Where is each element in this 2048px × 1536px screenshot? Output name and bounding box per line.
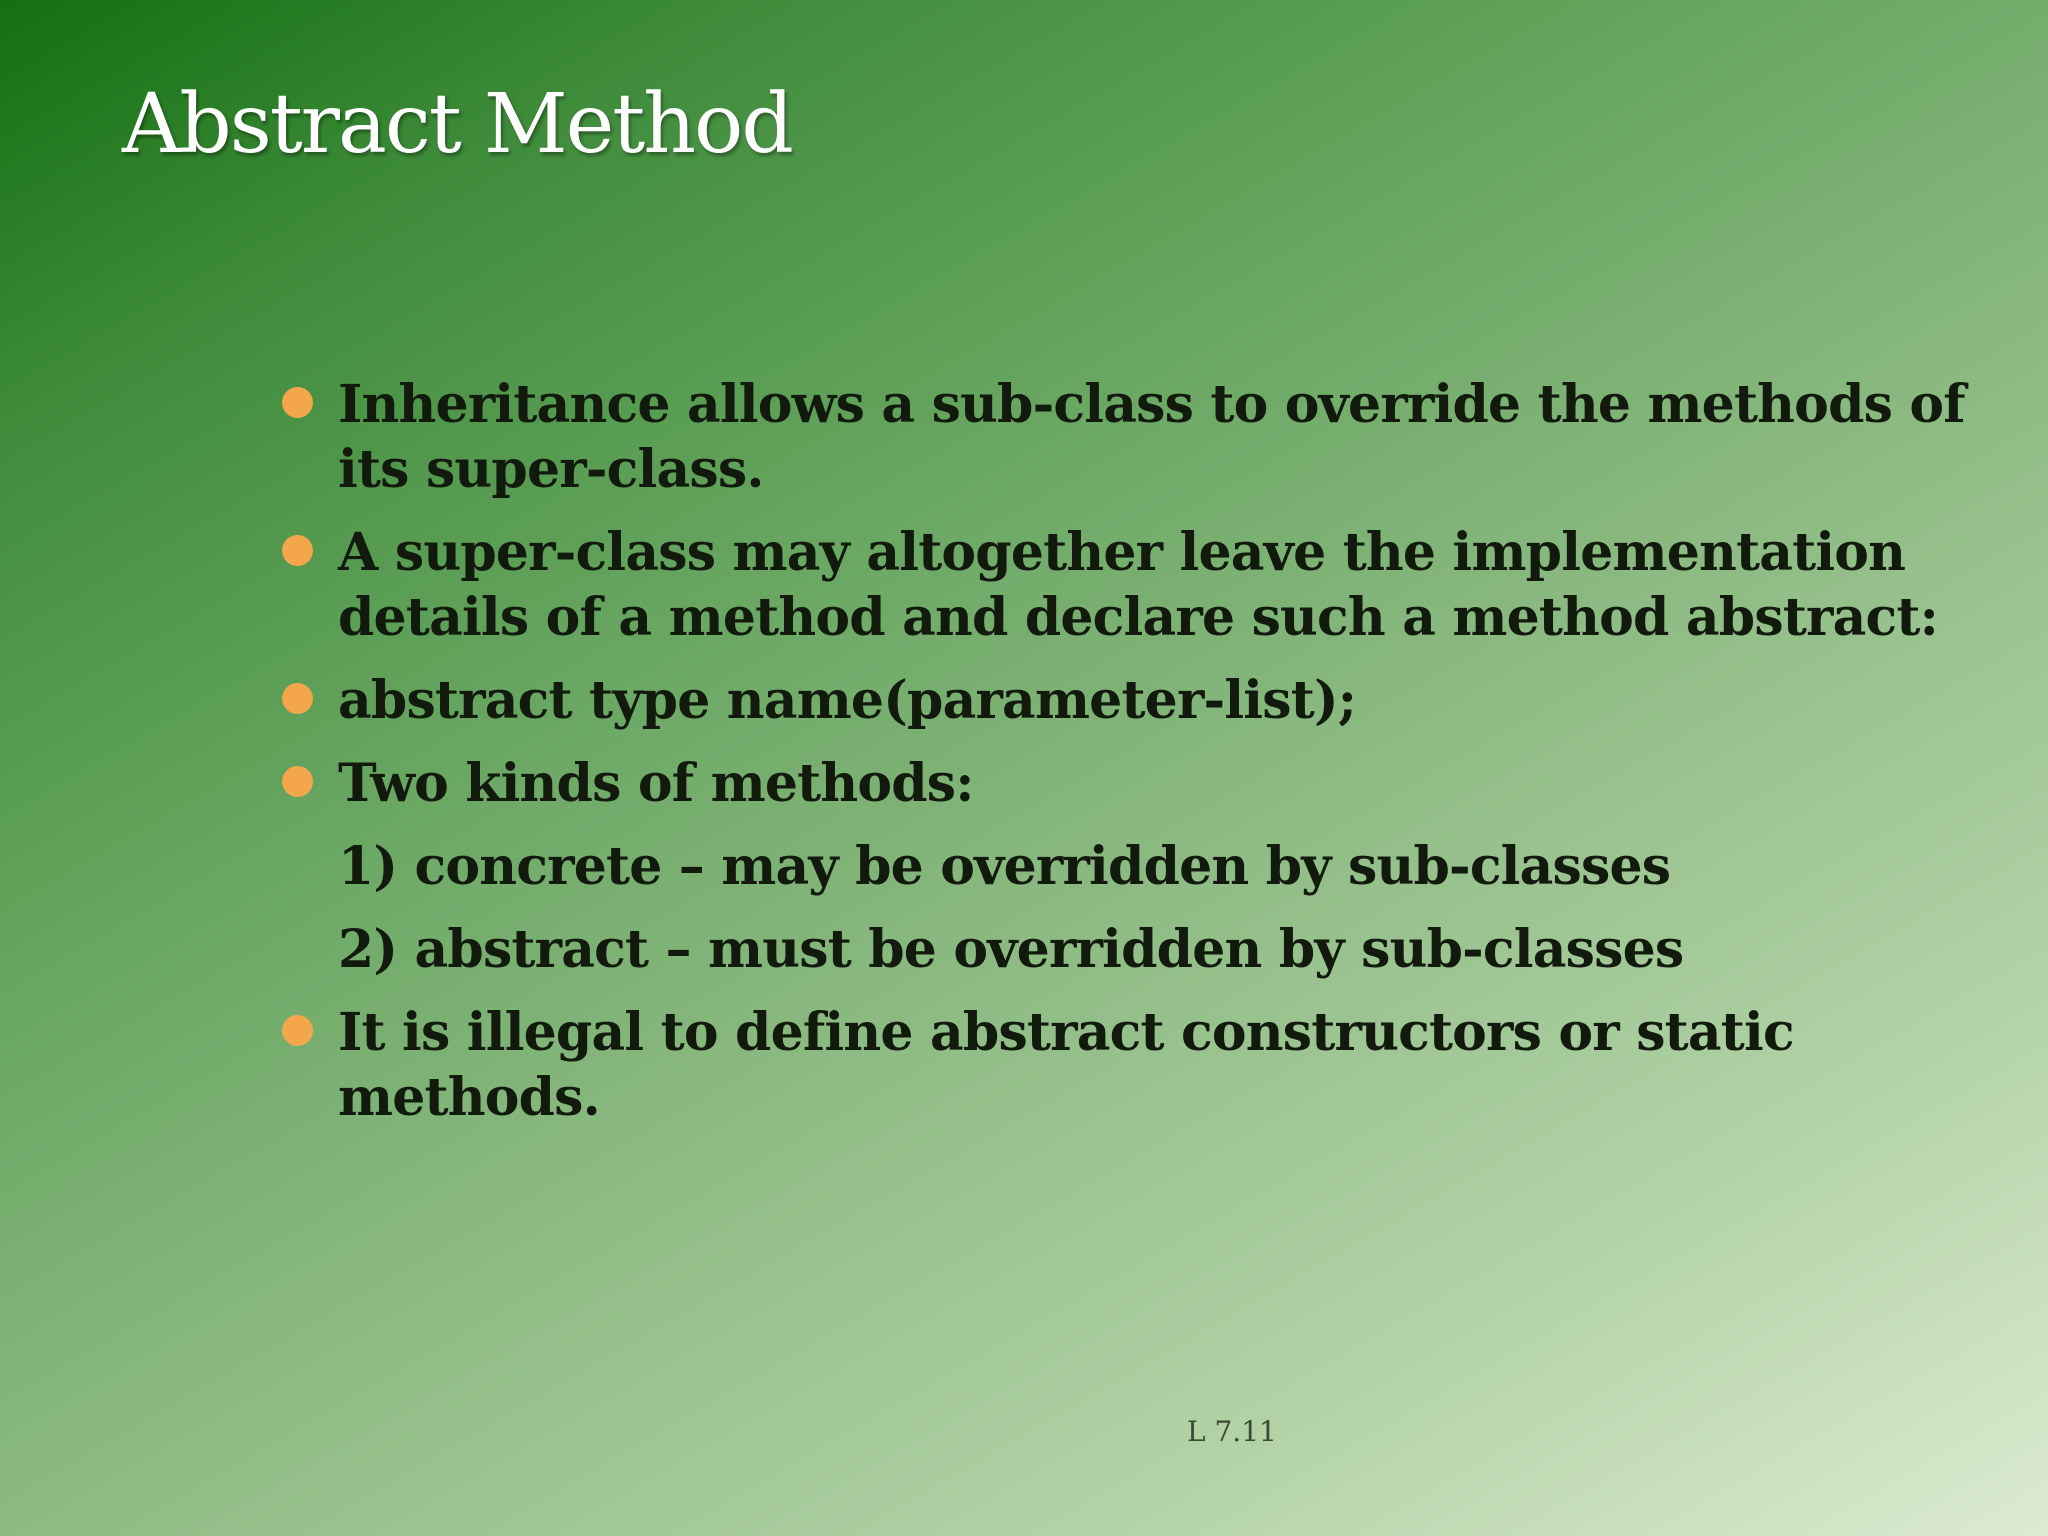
list-item — [282, 1000, 2022, 1130]
bullet-dot-icon — [282, 535, 313, 566]
list-item — [282, 751, 2022, 816]
bullet-dot-icon — [282, 683, 313, 714]
list-item-text: abstract type name(parameter-list); — [338, 670, 1357, 731]
sub-item-abstract — [282, 917, 2022, 982]
bullet-list — [282, 372, 2022, 1148]
list-item-text: A super-class may altogether leave the implementation details of a method and declare such a method abstract: — [338, 522, 1939, 648]
list-item-text: 1) concrete – may be overridden by sub-classes — [338, 836, 1671, 897]
slide-title: Abstract Method — [122, 77, 792, 172]
list-item-text: Inheritance allows a sub-class to override the methods of its super-class. — [338, 374, 1965, 500]
list-item-text: Two kinds of methods: — [338, 753, 974, 814]
list-item-text: It is illegal to define abstract constructors or static methods. — [338, 1002, 1794, 1128]
bullet-dot-icon — [282, 387, 313, 418]
list-item-text: 2) abstract – must be overridden by sub-classes — [338, 919, 1684, 980]
sub-item-concrete — [282, 834, 2022, 899]
list-item — [282, 520, 2022, 650]
slide-number: L 7.11 — [1187, 1415, 1277, 1448]
list-item — [282, 372, 2022, 502]
bullet-dot-icon — [282, 1015, 313, 1046]
bullet-dot-icon — [282, 766, 313, 797]
list-item — [282, 668, 2022, 733]
